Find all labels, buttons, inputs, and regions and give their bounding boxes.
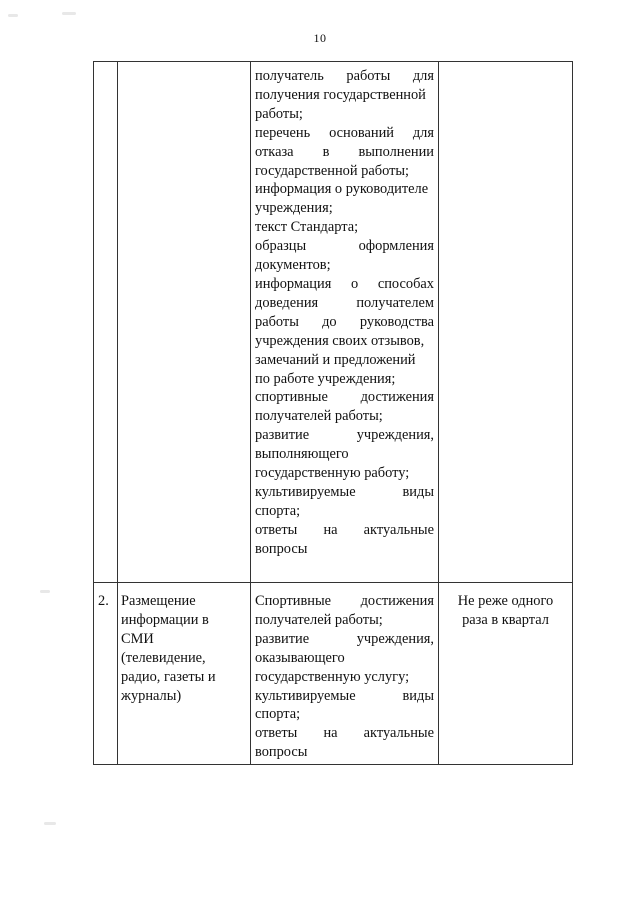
info-line: [255, 124, 434, 143]
info-word: культивируемые: [255, 687, 356, 704]
info-word: достижения: [360, 389, 434, 406]
info-line: [255, 388, 434, 407]
info-line: замечаний и предложений: [255, 351, 416, 368]
info-method-text-line: (телевидение,: [121, 649, 206, 666]
info-word: до: [322, 313, 337, 330]
info-word: образцы: [255, 238, 307, 255]
info-word: на: [323, 521, 338, 538]
info-word: культивируемые: [255, 483, 356, 500]
info-word: информация: [255, 275, 332, 292]
frequency-cell: [439, 583, 573, 765]
info-line: спорта;: [255, 502, 301, 519]
info-line: [255, 275, 434, 294]
info-method-cell: [118, 583, 251, 765]
info-word: в: [322, 143, 330, 160]
info-line: [255, 483, 434, 502]
info-word: отказа: [255, 143, 294, 160]
info-word: актуальные: [363, 521, 434, 538]
info-line: оказывающего: [255, 649, 345, 666]
info-line: информация о руководителе: [255, 181, 429, 198]
info-content-text: [251, 62, 438, 561]
info-word: виды: [402, 687, 434, 704]
info-word: руководства: [359, 313, 434, 330]
info-line: [255, 294, 434, 313]
info-word: Спортивные: [255, 593, 332, 609]
frequency-text-line: раза в квартал: [462, 611, 549, 628]
info-line: вопросы: [255, 744, 308, 761]
info-line: [255, 143, 434, 162]
info-line: [255, 521, 434, 540]
info-word: о: [350, 275, 359, 292]
info-line: выполняющего: [255, 446, 349, 463]
info-line: [255, 67, 434, 86]
info-word: работы: [346, 68, 391, 84]
info-word: работы: [255, 313, 299, 330]
table-row: [94, 62, 573, 583]
info-word: развитие: [255, 630, 310, 647]
info-line: получения государственной: [255, 86, 426, 103]
info-line: [255, 687, 434, 706]
info-line: вопросы: [255, 540, 308, 557]
info-line: [255, 630, 434, 649]
info-word: на: [323, 725, 338, 742]
info-word: перечень: [255, 124, 311, 141]
info-line: текст Стандарта;: [255, 219, 359, 236]
info-line: государственную услугу;: [255, 668, 410, 685]
info-word: достижения: [360, 593, 434, 609]
info-word: учреждения,: [356, 427, 434, 444]
info-line: государственную работу;: [255, 465, 410, 482]
info-method-cell: [118, 62, 251, 583]
info-line: учреждения своих отзывов,: [255, 332, 425, 349]
info-method-text: [118, 583, 250, 705]
row-number-cell: [94, 583, 118, 765]
info-content-cell: [251, 62, 439, 583]
info-line: [255, 724, 434, 743]
info-word: ответы: [255, 521, 298, 538]
info-line: [255, 313, 434, 332]
info-method-text-line: радио, газеты и: [121, 668, 216, 685]
info-line: спорта;: [255, 706, 301, 723]
info-method-text-line: СМИ: [121, 630, 154, 647]
info-word: получатель: [255, 68, 324, 84]
page-number: 10: [313, 31, 327, 45]
info-line: [255, 592, 434, 611]
info-line: по работе учреждения;: [255, 370, 396, 387]
info-line: учреждения;: [255, 200, 333, 217]
info-method-text-line: информации в: [121, 611, 209, 628]
info-line: получателей работы;: [255, 611, 383, 628]
info-line: документов;: [255, 257, 331, 274]
row-number: 2.: [98, 593, 109, 609]
info-line: государственной работы;: [255, 162, 410, 179]
frequency-cell: [439, 62, 573, 583]
row-number-cell: [94, 62, 118, 583]
info-word: актуальные: [363, 725, 434, 742]
info-method-text-line: Размещение: [121, 593, 196, 609]
services-table: [93, 61, 573, 765]
info-word: учреждения,: [356, 630, 434, 647]
info-word: развитие: [255, 427, 310, 444]
info-content-cell: [251, 583, 439, 765]
info-word: доведения: [255, 294, 319, 311]
table-row: [94, 583, 573, 765]
info-method-text-line: журналы): [121, 687, 182, 704]
info-line: [255, 426, 434, 445]
info-word: способах: [377, 275, 434, 292]
info-word: получателем: [356, 294, 434, 311]
frequency-text-line: Не реже одного: [457, 593, 554, 609]
info-line: [255, 237, 434, 256]
info-word: спортивные: [255, 389, 328, 406]
info-word: выполнении: [358, 143, 434, 160]
info-word: виды: [402, 483, 434, 500]
info-word: для: [412, 68, 434, 84]
info-word: оформления: [358, 238, 434, 255]
info-word: ответы: [255, 725, 298, 742]
info-line: работы;: [255, 105, 303, 122]
info-word: оснований: [329, 124, 394, 141]
frequency-text: [439, 583, 572, 630]
info-content-text: [251, 583, 438, 764]
info-word: для: [412, 124, 434, 141]
info-line: получателей работы;: [255, 408, 383, 425]
